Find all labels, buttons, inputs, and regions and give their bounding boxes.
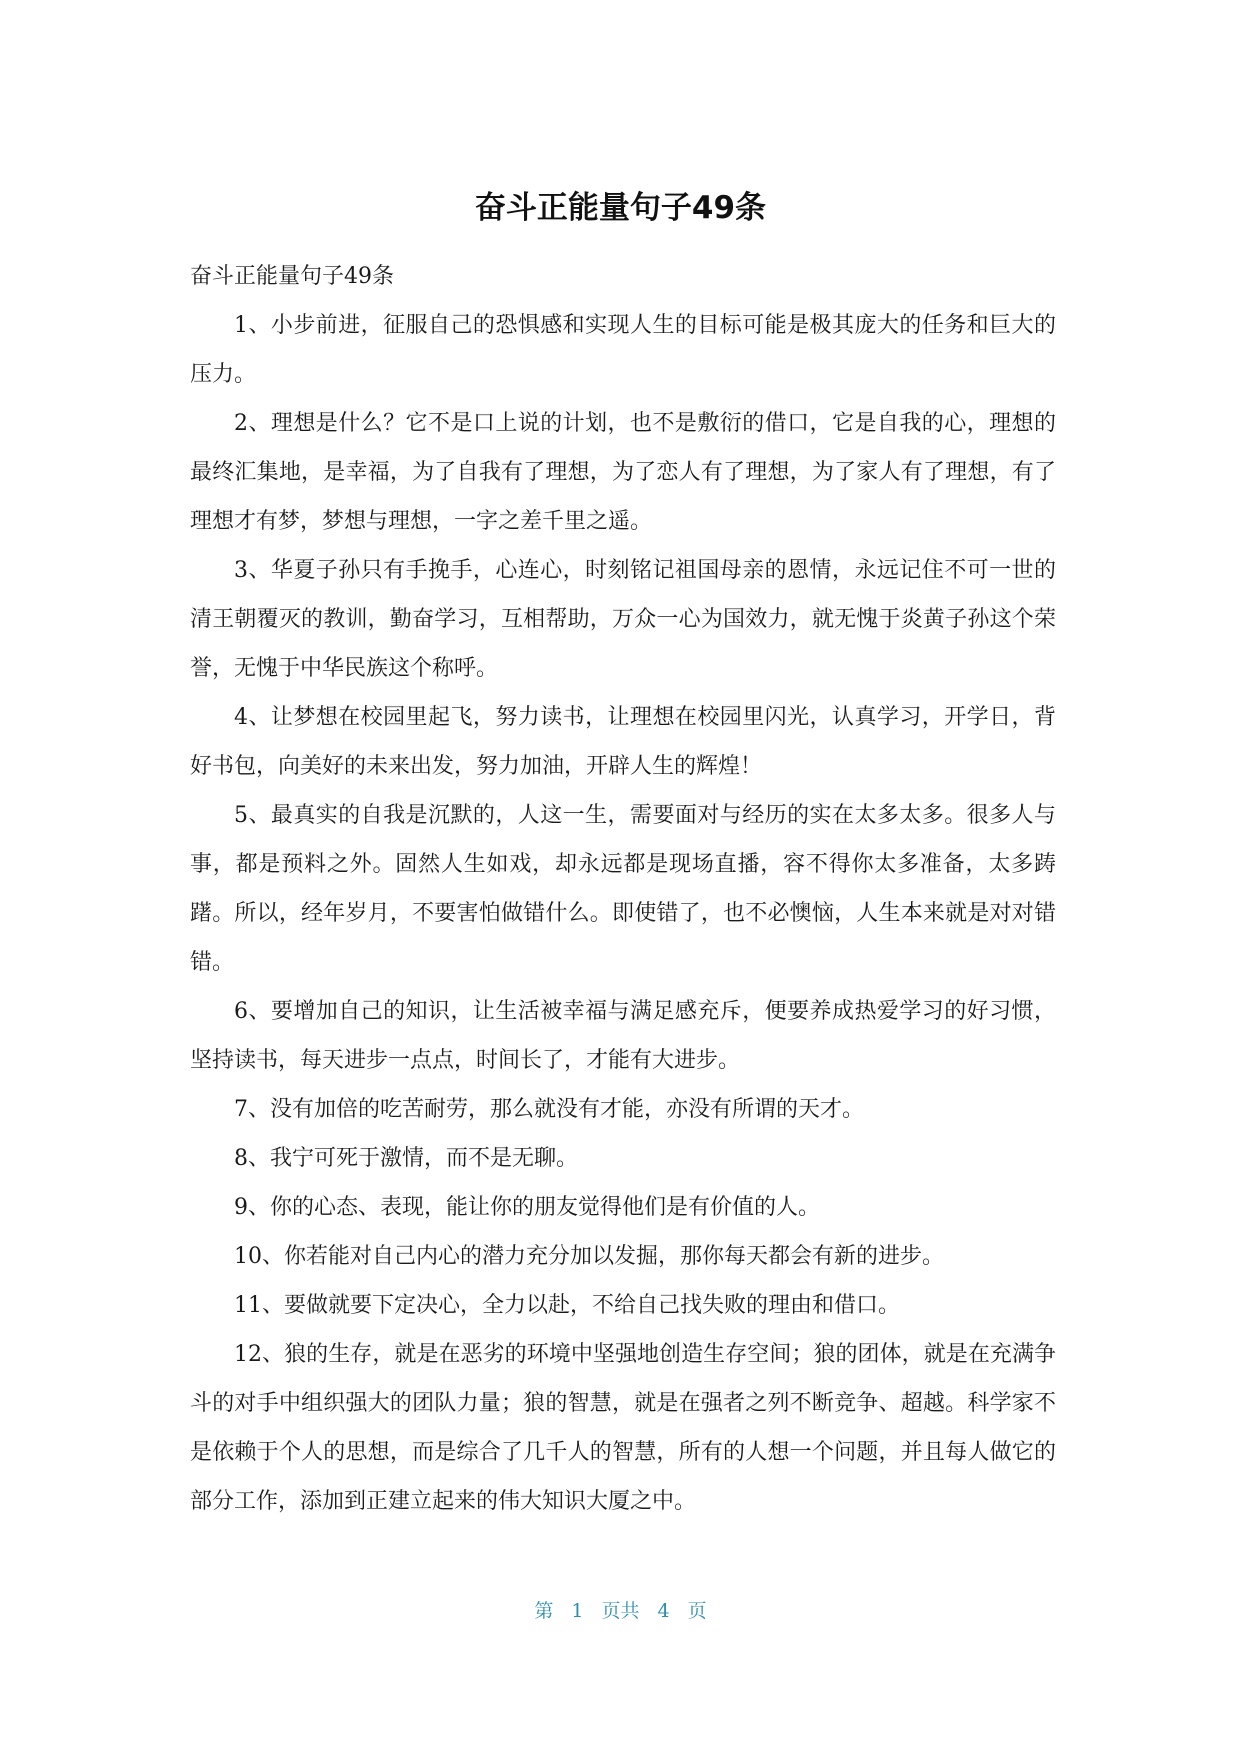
paragraph-4: 4、让梦想在校园里起飞，努力读书，让理想在校园里闪光，认真学习，开学日，背好书包，向美好的未来出发，努力加油，开辟人生的辉煌！ [190,705,1056,779]
page-footer [0,1597,1241,1625]
paragraph-3: 3、华夏子孙只有手挽手，心连心，时刻铭记祖国母亲的恩情，永远记住不可一世的清王朝覆灭的教训，勤奋学习，互相帮助，万众一心为国效力，就无愧于炎黄子孙这个荣誉，无愧于中华民族这个称呼。 [190,558,1056,681]
paragraph-10: 10、你若能对自己内心的潜力充分加以发掘，那你每天都会有新的进步。 [234,1244,944,1269]
page-title: 奋斗正能量句子49条 [474,190,767,226]
paragraph-8: 8、我宁可死于激情，而不是无聊。 [234,1146,578,1171]
paragraph-7: 7、没有加倍的吃苦耐劳，那么就没有才能，亦没有所谓的天才。 [234,1097,864,1122]
page-label-prefix: 第 [534,1600,554,1622]
paragraph-2: 2、理想是什么？它不是口上说的计划，也不是敷衍的借口，它是自我的心，理想的最终汇集地，是幸福，为了自我有了理想，为了恋人有了理想，为了家人有了理想，有了理想才有梦，梦想与理想，一字之差千里之遥。 [190,411,1056,534]
paragraph-1: 1、小步前进，征服自己的恐惧感和实现人生的目标可能是极其庞大的任务和巨大的压力。 [190,313,1056,387]
paragraph-9: 9、你的心态、表现，能让你的朋友觉得他们是有价值的人。 [234,1195,820,1220]
page-label-mid: 页共 [601,1600,640,1622]
paragraph-5: 5、最真实的自我是沉默的，人这一生，需要面对与经历的实在太多太多。很多人与事，都是预料之外。固然人生如戏，却永远都是现场直播，容不得你太多准备，太多踌躇。所以，经年岁月，不要害怕做错什么。即使错了，也不必懊恼，人生本来就是对对错错。 [190,803,1056,975]
paragraph-12: 12、狼的生存，就是在恶劣的环境中坚强地创造生存空间；狼的团体，就是在充满争斗的对手中组织强大的团队力量；狼的智慧，就是在强者之列不断竞争、超越。科学家不是依赖于个人的思想，而是综合了几千人的智慧，所有的人想一个问题，并且每人做它的部分工作，添加到正建立起来的伟大知识大厦之中。 [190,1342,1056,1514]
document-subtitle: 奋斗正能量句子49条 [190,264,394,289]
document-body [190,252,1056,1526]
paragraph-11: 11、要做就要下定决心，全力以赴，不给自己找失败的理由和借口。 [234,1293,900,1318]
paragraph-6: 6、要增加自己的知识，让生活被幸福与满足感充斥，便要养成热爱学习的好习惯，坚持读书，每天进步一点点，时间长了，才能有大进步。 [190,999,1056,1073]
total-pages-number: 4 [657,1600,670,1622]
page-label-suffix: 页 [687,1600,707,1622]
current-page-number: 1 [571,1600,584,1622]
